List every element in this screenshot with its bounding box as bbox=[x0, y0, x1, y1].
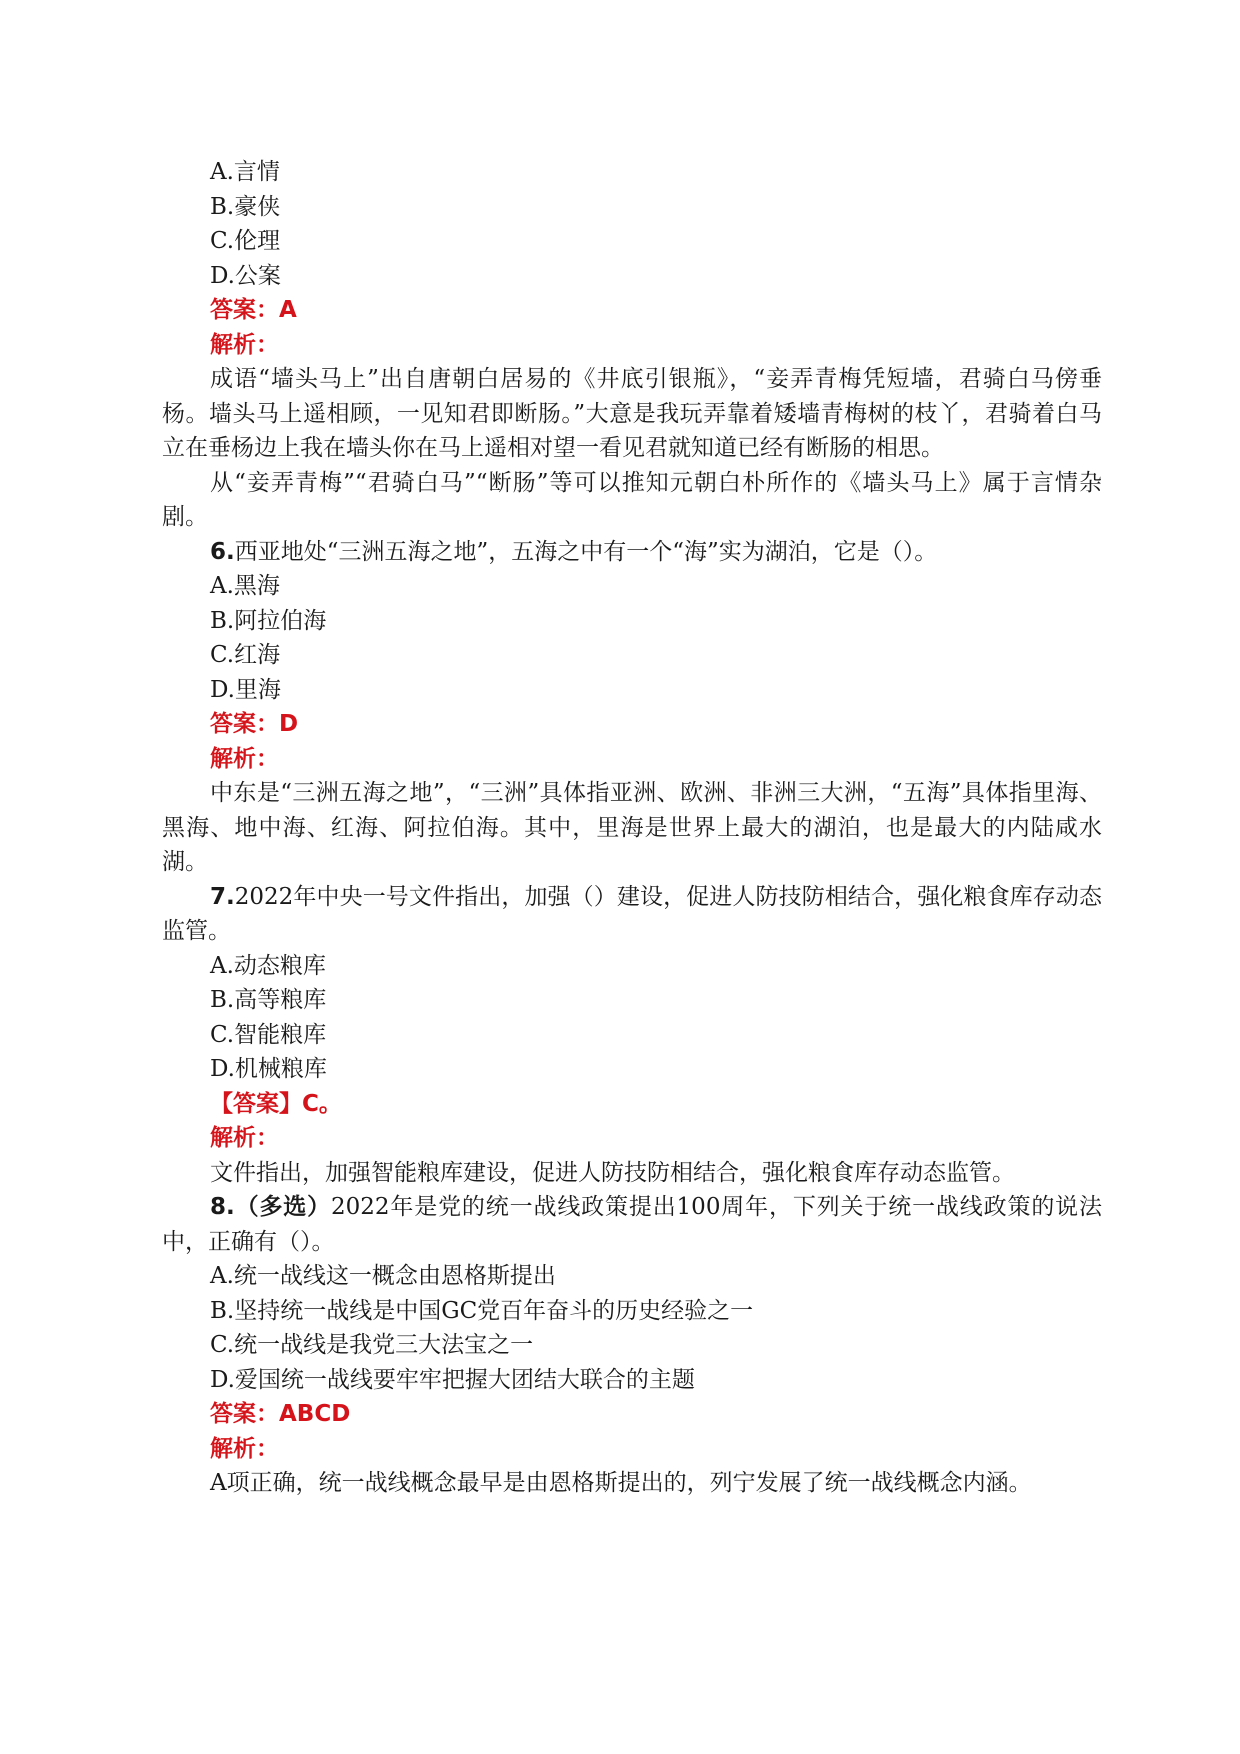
analysis-label: 解析： bbox=[210, 331, 279, 358]
option-d: D.公案 bbox=[210, 262, 281, 289]
question-stem bbox=[162, 880, 1102, 949]
option-b: B.阿拉伯海 bbox=[210, 607, 327, 634]
option-a: A.统一战线这一概念由恩格斯提出 bbox=[210, 1263, 556, 1289]
question-number: 7. bbox=[210, 883, 235, 910]
analysis-paragraph: 从“妾弄青梅”“君骑白马”“断肠”等可以推知元朝白朴所作的《墙头马上》属于言情杂剧。 bbox=[162, 469, 1102, 530]
question-number: 8. bbox=[210, 1194, 235, 1220]
analysis-paragraph: 成语“墙头马上”出自唐朝白居易的《井底引银瓶》，“妾弄青梅凭短墙，君骑白马傍垂杨。墙头马上遥相顾，一见知君即断肠。”大意是我玩弄靠着矮墙青梅树的枝丫，君骑着白马立在垂杨边上我在墙头你在马上遥相对望一看见君就知道已经有断肠的相思。 bbox=[162, 366, 1102, 461]
question-8 bbox=[162, 1190, 1102, 1501]
option-b: B.豪侠 bbox=[210, 193, 281, 220]
analysis-paragraph: 中东是“三洲五海之地”，“三洲”具体指亚洲、欧洲、非洲三大洲，“五海”具体指里海、黑海、地中海、红海、阿拉伯海。其中，里海是世界上最大的湖泊，也是最大的内陆咸水湖。 bbox=[162, 780, 1102, 875]
answer: 答案：A bbox=[210, 297, 297, 323]
option-b: B.坚持统一战线是中国GC党百年奋斗的历史经验之一 bbox=[210, 1297, 754, 1324]
option-a: A.黑海 bbox=[210, 573, 280, 599]
option-a: A.动态粮库 bbox=[210, 952, 326, 979]
question-stem bbox=[162, 1190, 1102, 1259]
option-c: C.红海 bbox=[210, 642, 281, 668]
analysis-label: 解析： bbox=[210, 745, 279, 772]
option-a: A.言情 bbox=[210, 159, 280, 185]
option-d: D.里海 bbox=[210, 676, 281, 703]
answer: 答案：ABCD bbox=[210, 1401, 351, 1427]
question-text: 2022年是党的统一战线政策提出100周年，下列关于统一战线政策的说法中，正确有（）。 bbox=[162, 1194, 1103, 1255]
question-text: 2022年中央一号文件指出，加强（）建设，促进人防技防相结合，强化粮食库存动态监管。 bbox=[162, 883, 1102, 944]
option-c: C.伦理 bbox=[210, 228, 281, 254]
analysis-paragraph: 文件指出，加强智能粮库建设，促进人防技防相结合，强化粮食库存动态监管。 bbox=[210, 1159, 1015, 1186]
question-7 bbox=[162, 880, 1102, 1191]
option-c: C.统一战线是我党三大法宝之一 bbox=[210, 1332, 534, 1358]
answer: 答案：D bbox=[210, 711, 299, 737]
option-d: D.爱国统一战线要牢牢把握大团结大联合的主题 bbox=[210, 1366, 695, 1393]
question-text: 西亚地处“三洲五海之地”，五海之中有一个“海”实为湖泊，它是（）。 bbox=[234, 538, 938, 565]
question-6 bbox=[162, 535, 1102, 880]
document-page bbox=[162, 155, 1102, 1501]
question-stem bbox=[162, 535, 1102, 570]
analysis-label: 解析： bbox=[210, 1125, 279, 1151]
option-c: C.智能粮库 bbox=[210, 1021, 327, 1048]
analysis-paragraph: A项正确，统一战线概念最早是由恩格斯提出的，列宁发展了统一战线概念内涵。 bbox=[210, 1470, 1032, 1496]
question-number: 6. bbox=[210, 538, 235, 565]
option-b: B.高等粮库 bbox=[210, 987, 327, 1013]
question-type-tag: （多选） bbox=[234, 1194, 331, 1220]
answer: 【答案】C。 bbox=[210, 1090, 342, 1117]
option-d: D.机械粮库 bbox=[210, 1056, 327, 1082]
question-5 bbox=[162, 155, 1102, 535]
analysis-label: 解析： bbox=[210, 1435, 279, 1462]
